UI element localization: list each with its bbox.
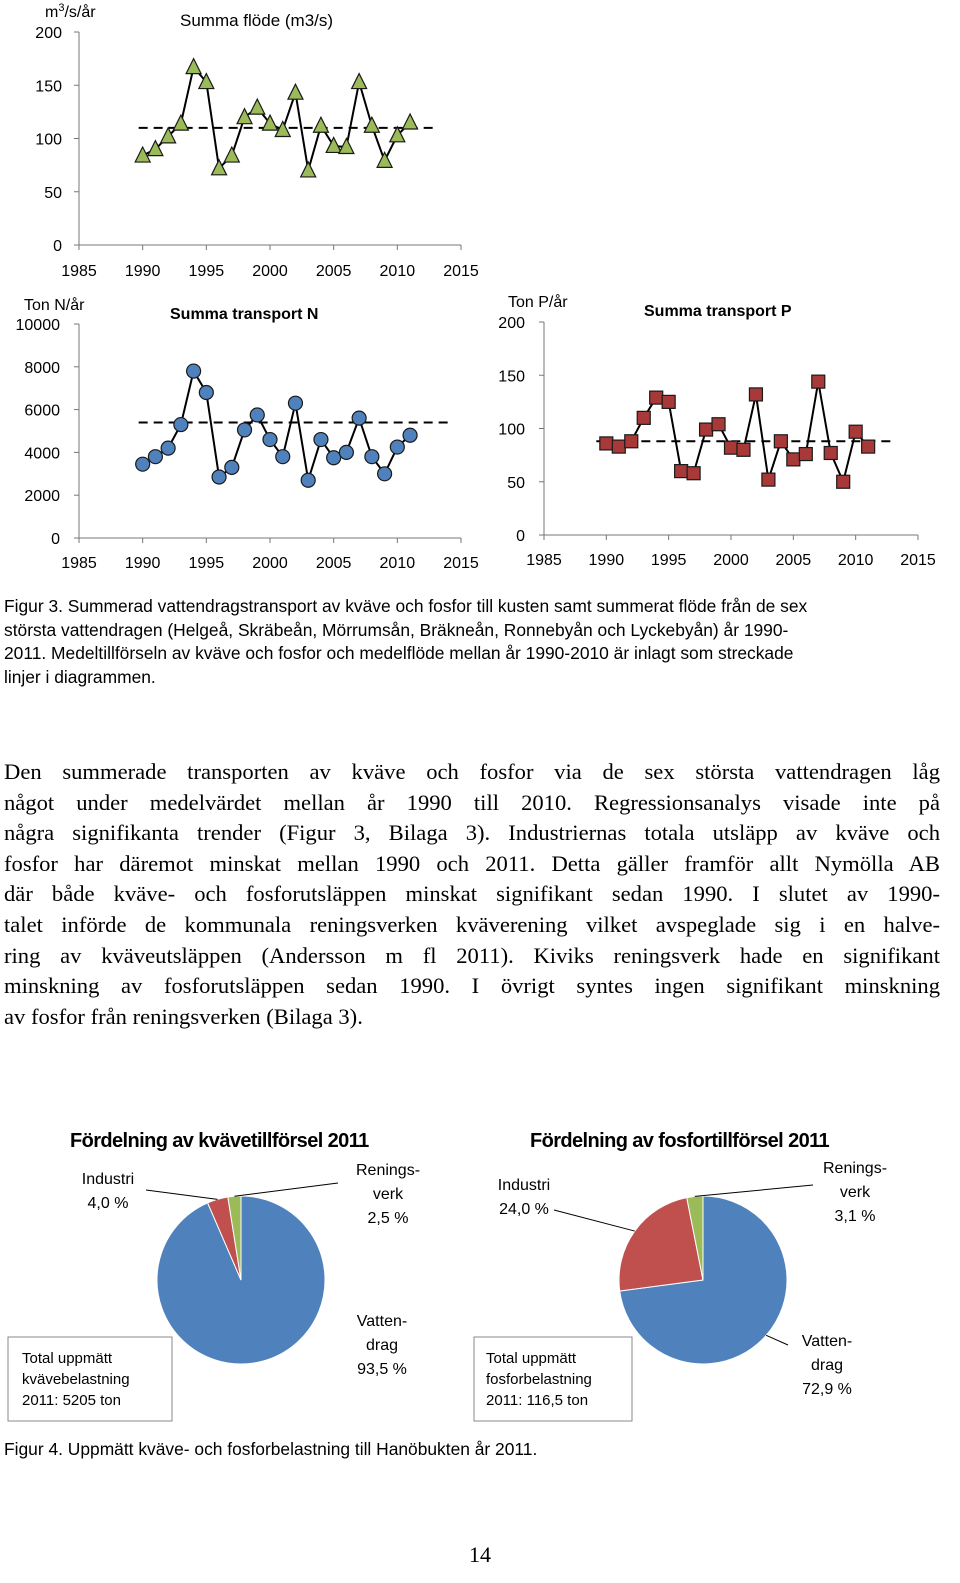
n-data-point	[288, 396, 302, 410]
flow-y-tick-label: 0	[53, 238, 62, 255]
paragraph-line: fosfor har däremot minskat mellan 1990 och 2011. Detta gäller framför allt Nymölla AB	[4, 850, 940, 876]
p-x-tick-label: 2000	[713, 552, 749, 569]
p-data-point	[749, 388, 762, 401]
figure-3-caption	[4, 595, 949, 689]
p-ylabel: Ton P/år	[508, 294, 568, 311]
p-data-point	[662, 395, 675, 408]
p-data-point	[725, 441, 738, 454]
pie-n-total-text: Total uppmätt kvävebelastning 2011: 5205 ton	[22, 1350, 130, 1409]
p-y-tick-label: 200	[498, 315, 525, 332]
n-y-tick-label: 4000	[24, 445, 60, 463]
pie-n-label-industri: Industri 4,0 %	[81, 1171, 135, 1212]
paragraph-line: minskning av fosforutsläppen sedan 1990. I övrigt syntes ingen signifikant minskning	[4, 973, 940, 999]
flow-y-tick-label: 150	[35, 78, 62, 96]
caption-line: största vattendragen (Helgeå, Skräbeån, Mörrumsån, Bräkneån, Ronnebyån och Lyckebyån) år 1990-	[4, 619, 789, 640]
n-y-tick-label: 0	[51, 531, 60, 548]
flow-x-tick-label: 2015	[443, 263, 479, 280]
p-title: Summa transport P	[644, 303, 792, 320]
paragraph-line: något under medelvärdet mellan år 1990 till 2010. Regressionsanalys visade inte på	[4, 789, 940, 815]
p-data-point	[799, 448, 812, 461]
p-data-point	[774, 435, 787, 448]
n-data-point	[365, 450, 379, 464]
n-y-tick-label: 10000	[15, 317, 60, 334]
flow-data-point	[326, 137, 341, 152]
n-data-point	[148, 450, 162, 464]
p-data-point	[625, 435, 638, 448]
pie-p-leader-line	[766, 1335, 788, 1345]
n-data-point	[314, 433, 328, 447]
flow-x-tick-label: 2000	[252, 263, 288, 280]
p-data-point	[862, 440, 875, 453]
p-data-point	[762, 473, 775, 486]
p-plot	[596, 375, 895, 488]
p-x-tick-label: 1985	[526, 552, 562, 569]
flow-data-point	[364, 117, 379, 132]
paragraph-line: Den summerade transporten av kväve och fosfor via de sex största vattendragen låg	[4, 759, 940, 784]
p-y-tick-label: 0	[516, 528, 525, 545]
flow-data-point	[288, 84, 303, 99]
p-data-point	[812, 375, 825, 388]
n-x-tick-label: 1985	[61, 555, 97, 572]
n-x-tick-label: 2005	[315, 555, 352, 572]
n-x-tick-label: 1990	[124, 555, 161, 572]
p-x-tick-label: 1990	[588, 552, 625, 569]
flow-x-tick-label: 1990	[124, 263, 161, 280]
n-data-point	[327, 451, 341, 465]
flow-data-point	[186, 59, 201, 74]
flow-data-point	[403, 114, 418, 129]
paragraph-line: ring av kväveutsläppen (Andersson m fl 2011). Kiviks reningsverk hade en signifikant	[4, 942, 940, 968]
nitrogen-pie-chart	[0, 1115, 470, 1435]
flow-data-point	[313, 117, 328, 132]
n-x-tick-label: 2015	[443, 555, 479, 572]
pie-n-label-reningsverk: Renings-verk 2,5 %	[355, 1162, 421, 1227]
pie-p-slices	[619, 1196, 787, 1364]
p-x-tick-label: 2015	[900, 552, 936, 569]
pie-n-leader-line	[146, 1190, 218, 1199]
flow-y-tick-label: 200	[35, 25, 62, 42]
pie-p-label-reningsverk: Renings-verk 3,1 %	[822, 1160, 888, 1225]
p-data-point	[837, 475, 850, 488]
p-x-tick-label: 1995	[650, 552, 687, 569]
n-data-point	[187, 364, 201, 378]
flow-x-tick-label: 1985	[61, 263, 97, 280]
flow-y-tick-label: 50	[44, 184, 62, 202]
pie-p-label-industri: Industri 24,0 %	[497, 1177, 551, 1218]
paragraph-line: talet införde de kommunala reningsverken kväverening vilket avspeglade sig i en halve-	[4, 911, 940, 937]
flow-x-tick-label: 1995	[188, 263, 225, 280]
pie-p-leader-line	[695, 1185, 813, 1196]
flow-x-tick-label: 2005	[315, 263, 352, 280]
p-y-tick-label: 150	[498, 368, 525, 386]
pie-p-title: Fördelning av fosfortillförsel 2011	[530, 1130, 830, 1152]
paragraph-line: några signifikanta trender (Figur 3, Bilaga 3). Industriernas totala utsläpp av kväve och	[4, 820, 940, 846]
pie-p-leader-line	[554, 1210, 635, 1231]
p-series-line	[606, 382, 868, 482]
n-data-point	[378, 467, 392, 481]
flow-data-point	[173, 115, 188, 130]
flow-axes	[35, 25, 479, 280]
paragraph-line: där både kväve- och fosforutsläppen minskat signifikant sedan 1990. I slutet av 1990-	[4, 881, 940, 907]
pie-p-label-vattendrag: Vatten-drag 72,9 %	[801, 1333, 853, 1398]
p-x-tick-label: 2010	[837, 552, 874, 569]
p-data-point	[675, 465, 688, 478]
page-number: 14	[469, 1542, 491, 1567]
flow-data-point	[250, 99, 265, 114]
n-data-point	[403, 428, 417, 442]
n-x-tick-label: 2000	[252, 555, 288, 572]
flow-data-point	[377, 152, 392, 167]
n-title: Summa transport N	[170, 306, 319, 323]
n-data-point	[250, 408, 264, 422]
n-axes	[16, 317, 479, 572]
n-data-point	[225, 460, 239, 474]
n-plot	[136, 364, 453, 487]
n-data-point	[238, 423, 252, 437]
p-data-point	[650, 391, 663, 404]
n-x-tick-label: 1995	[188, 555, 225, 572]
n-y-tick-label: 8000	[24, 359, 60, 377]
flow-data-point	[224, 147, 239, 162]
p-data-point	[849, 425, 862, 438]
p-data-point	[687, 467, 700, 480]
flow-x-tick-label: 2010	[379, 263, 416, 280]
flow-data-point	[237, 109, 252, 124]
caption-line: linjer i diagrammen.	[4, 666, 156, 687]
p-data-point	[787, 453, 800, 466]
n-data-point	[199, 385, 213, 399]
pie-n-leader-line	[234, 1183, 338, 1196]
caption-line: 2011. Medeltillförseln av kväve och fosfor och medelflöde mellan år 1990-2010 är inlagt som streckade	[4, 643, 794, 663]
p-data-point	[700, 423, 713, 436]
n-data-point	[161, 441, 175, 455]
phosphorus-pie-chart	[470, 1115, 950, 1435]
n-x-tick-label: 2010	[379, 555, 416, 572]
nitrogen-chart	[0, 290, 490, 590]
body-paragraph	[4, 757, 940, 1032]
caption-line: Figur 3. Summerad vattendragstransport av kväve och fosfor till kusten samt summerat flöde från de sex	[4, 596, 808, 616]
p-data-point	[737, 443, 750, 456]
paragraph-line: av fosfor från reningsverken (Bilaga 3).	[4, 1003, 363, 1029]
n-y-tick-label: 2000	[24, 488, 60, 506]
n-data-point	[276, 450, 290, 464]
p-y-tick-label: 100	[498, 421, 525, 439]
n-data-point	[352, 411, 366, 425]
n-data-point	[390, 440, 404, 454]
n-data-point	[339, 445, 353, 459]
n-data-point	[301, 473, 315, 487]
p-data-point	[824, 446, 837, 459]
pie-n-slices	[157, 1196, 325, 1364]
flow-title: Summa flöde (m3/s)	[180, 11, 334, 30]
flow-ylabel: $m^3/s/år$	[45, 2, 96, 21]
pie-n-title: Fördelning av kvävetillförsel 2011	[70, 1130, 369, 1152]
flow-plot	[135, 59, 435, 177]
p-data-point	[612, 440, 625, 453]
p-data-point	[637, 411, 650, 424]
p-y-tick-label: 50	[507, 474, 525, 492]
n-ylabel: Ton N/år	[24, 297, 85, 314]
n-data-point	[212, 470, 226, 484]
p-data-point	[712, 418, 725, 431]
figure-4-caption: Figur 4. Uppmätt kväve- och fosforbelastning till Hanöbukten år 2011.	[4, 1439, 538, 1459]
flow-y-tick-label: 100	[35, 131, 62, 149]
pie-p-total-text: Total uppmätt fosforbelastning 2011: 116,5 ton	[486, 1350, 592, 1409]
flow-data-point	[352, 74, 367, 89]
p-x-tick-label: 2005	[775, 552, 812, 569]
pie-n-label-vattendrag: Vatten-drag 93,5 %	[356, 1313, 408, 1378]
n-data-point	[174, 418, 188, 432]
flow-chart	[0, 0, 960, 300]
n-data-point	[263, 433, 277, 447]
n-y-tick-label: 6000	[24, 402, 60, 420]
p-data-point	[600, 437, 613, 450]
n-data-point	[136, 457, 150, 471]
phosphorus-chart	[490, 290, 960, 590]
flow-data-point	[301, 162, 316, 177]
